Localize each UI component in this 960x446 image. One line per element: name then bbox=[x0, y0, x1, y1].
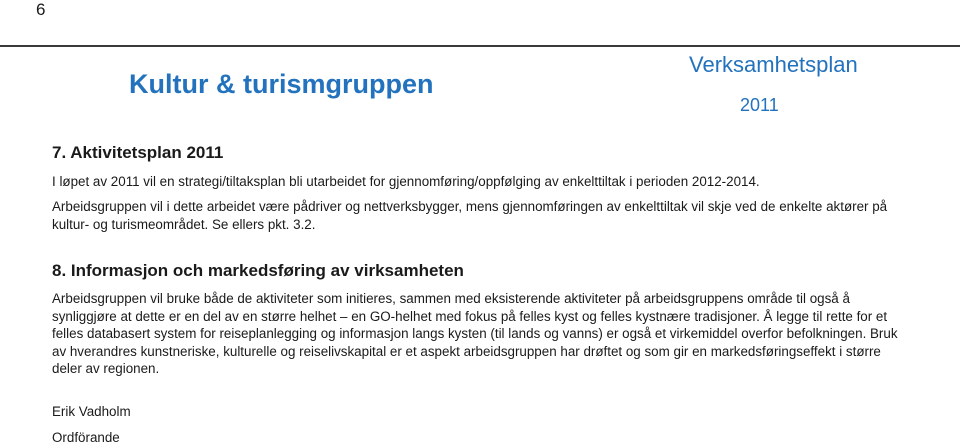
section-heading-information-marketing: 8. Informasjon och markedsføring av virksamheten bbox=[52, 261, 464, 280]
section-paragraph: Arbeidsgruppen vil bruke både de aktiviteter som initieres, sammen med eksisterende aktiviteter på arbeidsgruppens område til også å synliggjøre at dette er en del av en større helhet – en GO-helhet med fokus på felles kyst og felles kystnære tradisjoner. Å legge til rette for et felles databasert system for reiseplanlegging og informasjon langs kysten (til lands og vanns) er også et virkemiddel overfor befolkningen. Bruk av hverandres kunstneriske, kulturelle og reiselivskapital er et aspekt arbeidsgruppen har drøftet og som gir en markedsføringseffekt i større deler av regionen. bbox=[52, 291, 898, 376]
header-divider bbox=[0, 45, 960, 47]
document-title: Kultur & turismgruppen bbox=[129, 69, 434, 99]
plan-title: Verksamhetsplan bbox=[689, 52, 858, 77]
plan-year: 2011 bbox=[740, 95, 779, 115]
page-number: 6 bbox=[36, 0, 46, 19]
signature-name: Erik Vadholm bbox=[52, 404, 131, 419]
section-heading-activity-plan: 7. Aktivitetsplan 2011 bbox=[52, 143, 224, 162]
section-paragraph: I løpet av 2011 vil en strategi/tiltaksplan bli utarbeidet for gjennomføring/oppfølging av enkelttiltak i perioden 2012-2014. bbox=[52, 174, 760, 189]
signature-role: Ordförande bbox=[52, 430, 120, 445]
section-paragraph: Arbeidsgruppen vil i dette arbeidet være pådriver og nettverksbygger, mens gjennomføringen av enkelttiltak vil skje ved de enkelte aktører på kultur- og turismeområdet. Se ellers pkt. 3.2. bbox=[52, 199, 888, 232]
